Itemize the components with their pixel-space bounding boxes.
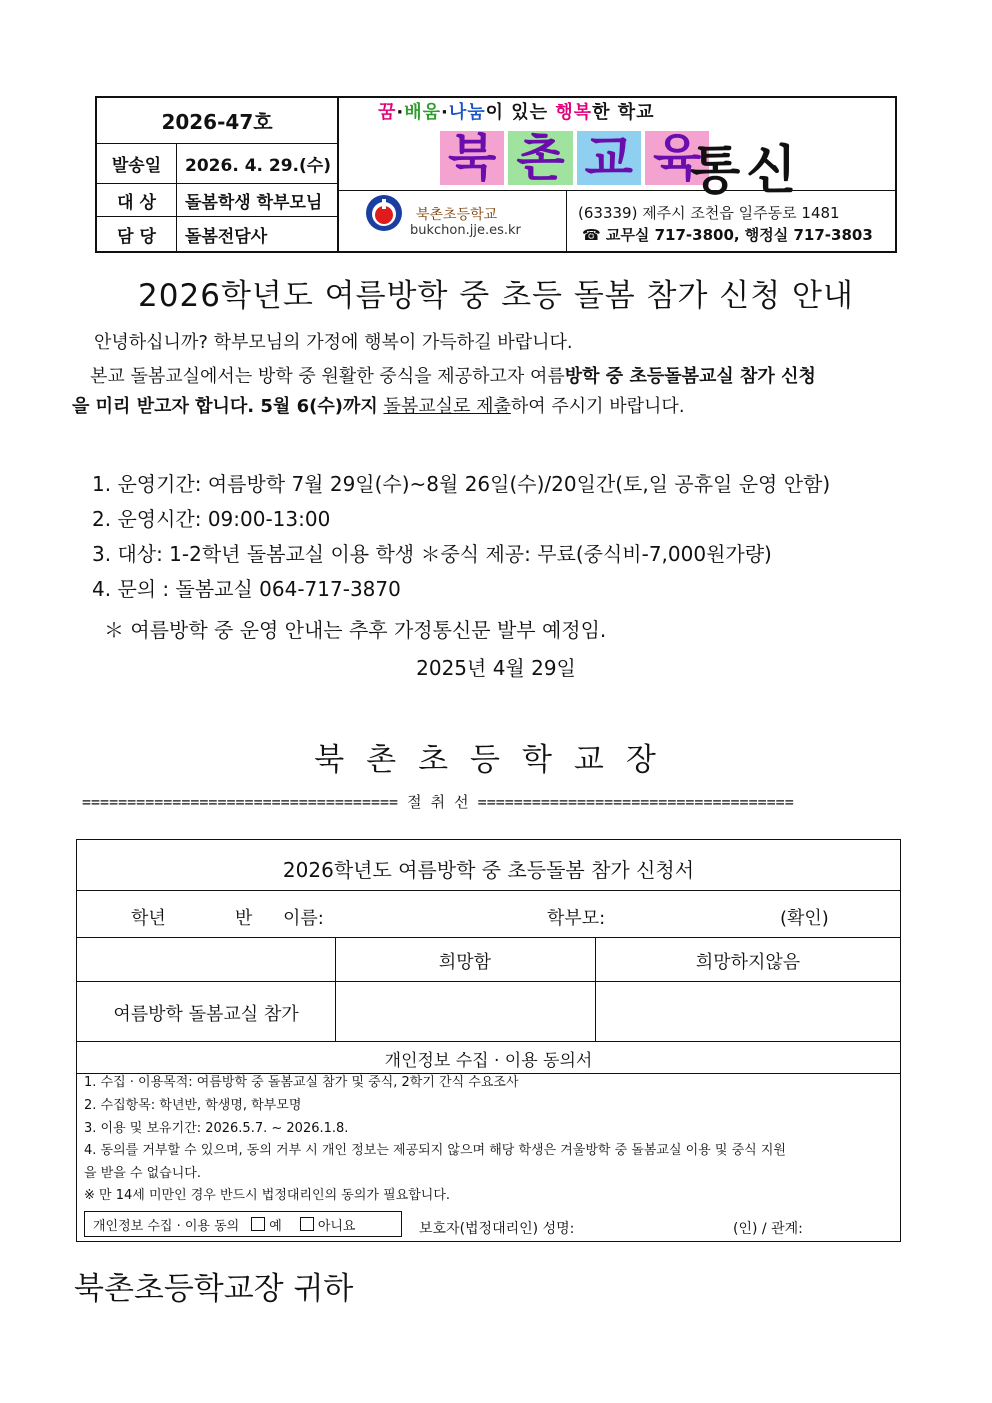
row-label: 여름방학 돌봄교실 참가 <box>113 1004 299 1025</box>
school-address: (63339) 제주시 조천읍 일주동로 1481 <box>578 204 840 222</box>
list-item: 3. 대상: 1-2학년 돌봄교실 이용 학생 ＊중식 제공: 무료(중식비-7,000원가량) <box>92 542 772 566</box>
consent-line: ※ 만 14세 미만인 경우 반드시 법정대리인의 동의가 필요합니다. <box>84 1188 451 1203</box>
intro-body-line2 <box>72 392 685 422</box>
logo-char: 북 <box>440 131 504 185</box>
intro-text: 하여 주시기 바랍니다. <box>510 396 685 417</box>
issue-number: 2026-47호 <box>97 98 337 144</box>
school-emblem-icon <box>364 193 404 233</box>
footer-addressee: 북촌초등학교장 귀하 <box>74 1271 354 1307</box>
meta-value: 돌봄학생 학부모님 <box>185 192 323 213</box>
yes-label: 예 <box>269 1218 282 1234</box>
consent-agree-label: 개인정보 수집 · 이용 동의 <box>93 1218 240 1234</box>
intro-text: 본교 돌봄교실에서는 방학 중 원활한 중식을 제공하고자 여름 <box>90 366 565 387</box>
page-title: 2026학년도 여름방학 중 초등 돌봄 참가 신청 안내 <box>138 278 854 314</box>
note: ＊ 여름방학 중 운영 안내는 추후 가정통신문 발부 예정임. <box>104 618 607 642</box>
list-item: 4. 문의 : 돌봄교실 064-717-3870 <box>92 577 401 601</box>
header-divider <box>337 190 895 191</box>
meta-row-target <box>97 184 337 217</box>
school-slogan <box>378 98 655 124</box>
meta-value: 2026. 4. 29.(수) <box>185 156 331 176</box>
no-label: 아니요 <box>317 1218 356 1234</box>
slogan-part: 배움 <box>404 102 442 123</box>
consent-line: 1. 수집 · 이용목적: 여름방학 중 돌봄교실 참가 및 중식, 2학기 간식 수요조사 <box>84 1075 519 1090</box>
list-item: 2. 운영시간: 09:00-13:00 <box>92 507 331 531</box>
slogan-part: 나눔 <box>448 102 486 123</box>
consent-line: 2. 수집항목: 학년반, 학생명, 학부모명 <box>84 1098 302 1113</box>
consent-line: 3. 이용 및 보유기간: 2026.5.7. ~ 2026.1.8. <box>84 1121 349 1136</box>
newsletter-logo <box>438 126 711 190</box>
grade-label: 학년 <box>131 908 166 929</box>
meta-key: 대 상 <box>97 184 177 216</box>
intro-bold: 을 미리 받고자 합니다. 5월 6(수)까지 <box>72 396 378 417</box>
greeting: 안녕하십니까? 학부모님의 가정에 행복이 가득하길 바랍니다. <box>94 332 573 353</box>
no-checkbox[interactable] <box>300 1217 314 1231</box>
consent-line: 을 받을 수 없습니다. <box>84 1166 201 1181</box>
yes-checkbox[interactable] <box>251 1217 265 1231</box>
cut-line: =================================== 절 취 선 =================================== <box>82 793 794 811</box>
confirm-label: (확인) <box>780 908 829 929</box>
form-divider <box>77 890 900 891</box>
header-divider <box>566 190 567 251</box>
principal-signature: 북촌초등학교장 <box>314 742 678 778</box>
slogan-part: 이 있는 <box>485 102 556 123</box>
slogan-part: 꿈 <box>378 102 397 123</box>
logo-char: 육 <box>645 131 709 185</box>
header-meta <box>97 98 339 251</box>
meta-value: 돌봄전담사 <box>185 226 268 247</box>
consent-title: 개인정보 수집 · 이용 동의서 <box>384 1051 593 1071</box>
meta-row-date <box>97 144 337 184</box>
guardian-label[interactable]: 보호자(법정대리인) 성명: <box>419 1221 575 1237</box>
guardian-seal: (인) / 관계: <box>733 1221 803 1237</box>
logo-char: 교 <box>577 131 641 185</box>
consent-line: 4. 동의를 거부할 수 있으며, 동의 거부 시 개인 정보는 제공되지 않으며 해당 학생은 겨울방학 중 돌봄교실 이용 및 중식 지원 <box>84 1143 786 1158</box>
class-label: 반 <box>235 908 253 929</box>
school-phones: ☎ 교무실 717-3800, 행정실 717-3803 <box>582 226 873 244</box>
not-want-cell[interactable] <box>596 982 901 1040</box>
newsletter-title-tongsin: 통신 <box>690 141 803 201</box>
slogan-part: · <box>441 102 449 123</box>
meta-key: 담 당 <box>97 217 177 251</box>
slogan-part: 한 학교 <box>592 102 655 123</box>
col-not-want: 희망하지않음 <box>695 952 801 973</box>
parent-label[interactable]: 학부모: <box>547 908 606 929</box>
application-form <box>76 839 901 1242</box>
logo-char: 촌 <box>508 131 572 185</box>
meta-key: 발송일 <box>97 144 177 183</box>
consent-agree-box <box>84 1211 402 1237</box>
form-title: 2026학년도 여름방학 중 초등돌봄 참가 신청서 <box>282 858 695 882</box>
school-name: 북촌초등학교 <box>416 207 498 223</box>
intro-bold: 방학 중 초등돌봄교실 참가 신청 <box>564 366 816 387</box>
slogan-part: 행복 <box>555 102 593 123</box>
want-cell[interactable] <box>336 982 594 1040</box>
form-divider <box>77 1041 900 1042</box>
col-want: 희망함 <box>438 952 492 973</box>
intro-underline: 돌봄교실로 제출 <box>383 396 511 417</box>
school-url[interactable]: bukchon.jje.es.kr <box>410 223 521 238</box>
name-label[interactable]: 이름: <box>283 908 324 929</box>
issue-date: 2025년 4월 29일 <box>416 656 576 680</box>
slogan-part: · <box>396 102 405 123</box>
list-item: 1. 운영기간: 여름방학 7월 29일(수)~8월 26일(수)/20일간(토,일 공휴일 운영 안함) <box>92 472 831 496</box>
meta-row-charge <box>97 217 337 251</box>
intro-body-line1 <box>90 362 920 392</box>
form-divider <box>77 937 900 938</box>
